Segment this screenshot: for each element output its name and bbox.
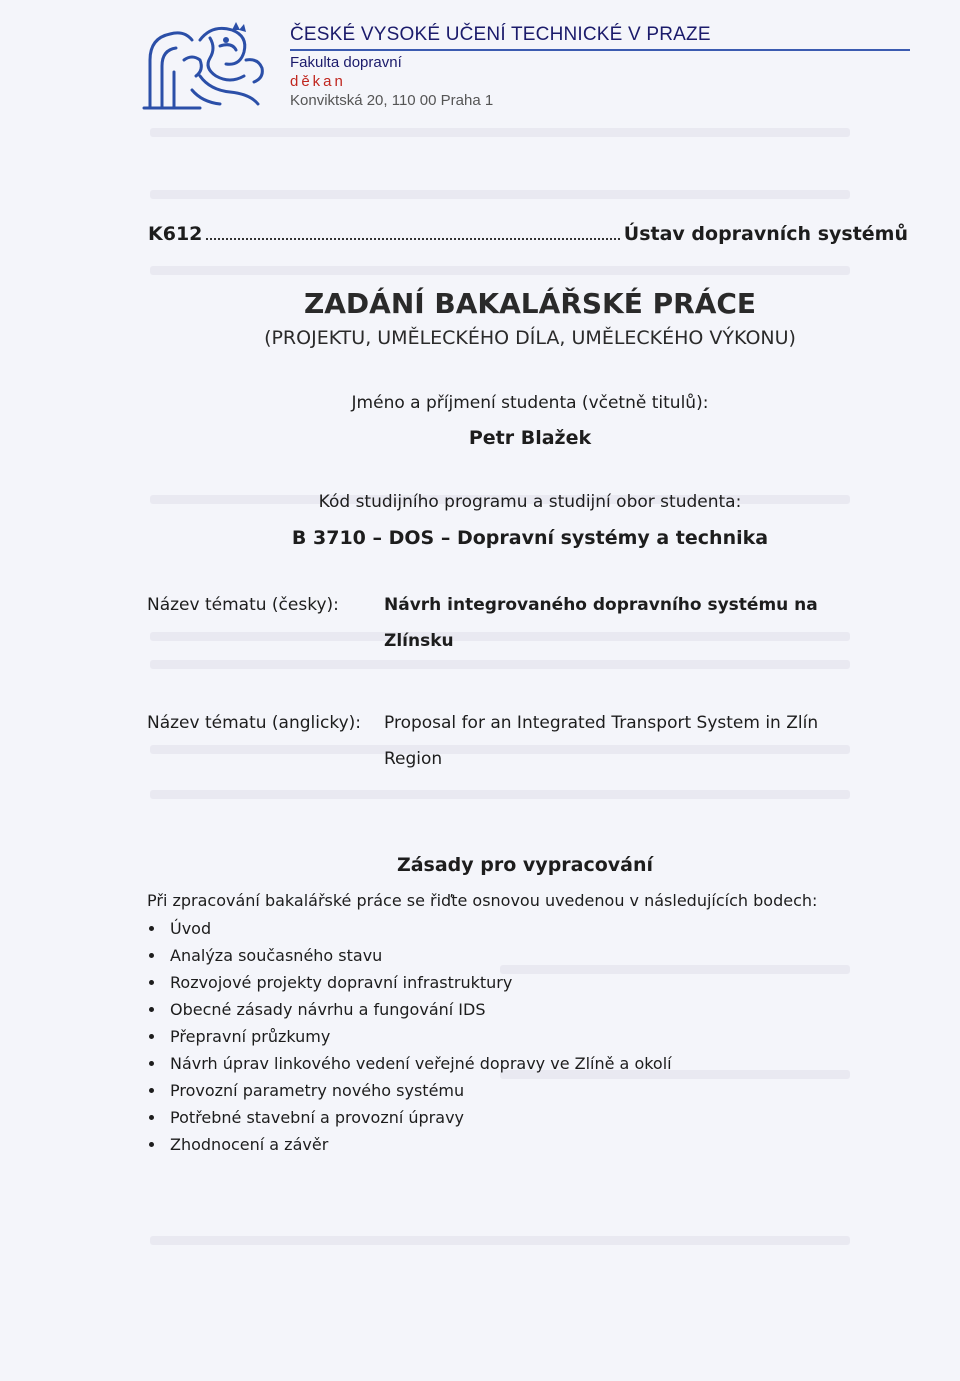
- student-name: Petr Blažek: [468, 427, 592, 449]
- university-lion-logo-icon: [140, 20, 270, 112]
- bleed-through: [150, 790, 850, 799]
- list-item-text: Analýza současného stavu: [170, 946, 383, 965]
- list-item: [147, 1050, 672, 1077]
- program-label: Kód studijního programu a studijní obor studenta:: [318, 492, 742, 512]
- university-name: ČESKÉ VYSOKÉ UČENÍ TECHNICKÉ V PRAZE: [290, 24, 711, 45]
- topic-cz-label: Název tématu (česky):: [147, 595, 339, 615]
- dotted-leader: [206, 237, 619, 240]
- topic-en-label: Název tématu (anglicky):: [147, 713, 361, 733]
- topic-cz-value: Návrh integrovaného dopravního systému na Zlínsku: [384, 595, 818, 651]
- bleed-through: [150, 128, 850, 137]
- list-item: [147, 915, 672, 942]
- bullet-icon: [149, 926, 154, 931]
- department-name: Ústav dopravních systémů: [623, 223, 908, 245]
- faculty-name: Fakulta dopravní: [290, 54, 402, 71]
- document-subtitle: (PROJEKTU, UMĚLECKÉHO DÍLA, UMĚLECKÉHO VÝKONU): [264, 327, 796, 349]
- list-item: [147, 942, 672, 969]
- program-value: B 3710 – DOS – Dopravní systémy a technika: [291, 527, 769, 549]
- list-item-text: Potřebné stavební a provozní úpravy: [170, 1108, 464, 1127]
- list-item-text: Zhodnocení a závěr: [170, 1135, 329, 1154]
- bullet-icon: [149, 1088, 154, 1093]
- list-item: [147, 1104, 672, 1131]
- faculty-address: Konviktská 20, 110 00 Praha 1: [290, 92, 494, 109]
- bleed-through: [150, 660, 850, 669]
- dean-label: děkan: [290, 73, 346, 90]
- list-item-text: Obecné zásady návrhu a fungování IDS: [170, 1000, 486, 1019]
- list-item-text: Provozní parametry nového systému: [170, 1081, 465, 1100]
- list-item-text: Rozvojové projekty dopravní infrastruktury: [170, 973, 513, 992]
- guidelines-list: [147, 915, 672, 1158]
- guidelines-heading: Zásady pro vypracování: [396, 854, 654, 876]
- list-item-text: Návrh úprav linkového vedení veřejné dopravy ve Zlíně a okolí: [170, 1054, 672, 1073]
- list-item: [147, 1023, 672, 1050]
- document-title: ZADÁNÍ BAKALÁŘSKÉ PRÁCE: [303, 287, 757, 320]
- bullet-icon: [149, 1142, 154, 1147]
- list-item-text: Přepravní průzkumy: [170, 1027, 331, 1046]
- header-rule: [290, 49, 910, 51]
- bullet-icon: [149, 1061, 154, 1066]
- bullet-icon: [149, 1034, 154, 1039]
- department-line: [148, 223, 908, 245]
- bullet-icon: [149, 953, 154, 958]
- list-item-text: Úvod: [170, 919, 212, 938]
- list-item: [147, 1077, 672, 1104]
- department-code: K612: [148, 223, 203, 245]
- list-item: [147, 996, 672, 1023]
- list-item: [147, 1131, 672, 1158]
- bleed-through: [150, 1236, 850, 1245]
- bullet-icon: [149, 1007, 154, 1012]
- bullet-icon: [149, 1115, 154, 1120]
- topic-en-value: Proposal for an Integrated Transport System in Zlín Region: [384, 713, 819, 769]
- list-item: [147, 969, 672, 996]
- bleed-through: [150, 266, 850, 275]
- guidelines-intro: Při zpracování bakalářské práce se řiďte osnovou uvedenou v následujících bodech:: [147, 891, 818, 910]
- student-name-label: Jméno a příjmení studenta (včetně titulů):: [351, 393, 709, 413]
- bleed-through: [150, 190, 850, 199]
- bullet-icon: [149, 980, 154, 985]
